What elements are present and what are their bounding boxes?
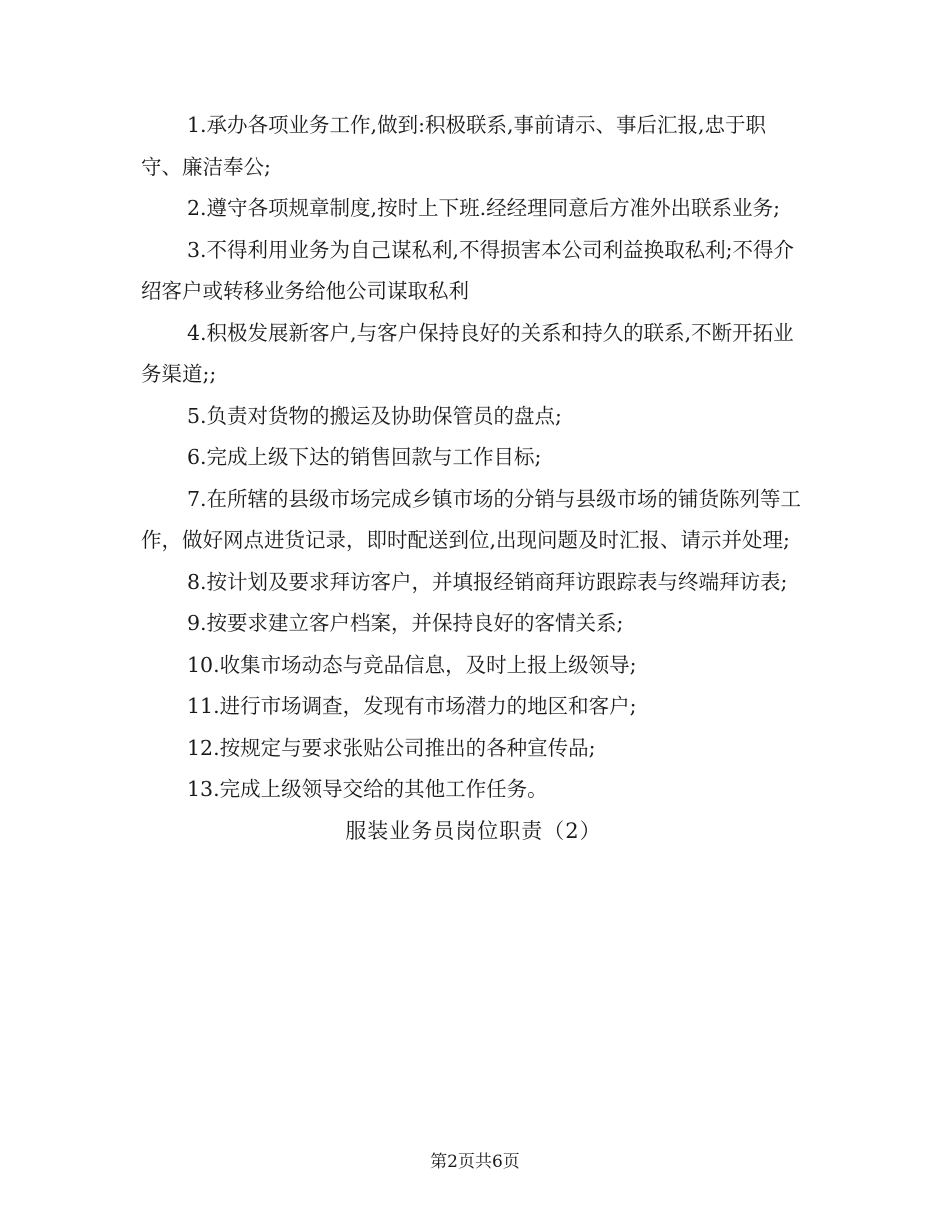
section-title: 服装业务员岗位职责（2）	[345, 818, 602, 843]
duty-item-13: 13.完成上级领导交给的其他工作任务。	[187, 777, 548, 801]
duty-item-2: 2.遵守各项规章制度,按时上下班.经经理同意后方准外出联系业务;	[187, 196, 780, 220]
duty-item-4: 4.积极发展新客户,与客户保持良好的关系和持久的联系,不断开拓业务渠道;;	[141, 320, 794, 386]
duty-item-5: 5.负责对货物的搬运及协助保管员的盘点;	[187, 403, 562, 428]
duty-item-9: 9.按要求建立客户档案，并保持良好的客情关系;	[187, 611, 624, 635]
duty-item-10: 10.收集市场动态与竞品信息，及时上报上级领导;	[187, 652, 637, 677]
duty-item-11: 11.进行市场调查，发现有市场潜力的地区和客户;	[187, 694, 637, 718]
duty-item-7: 7.在所辖的县级市场完成乡镇市场的分销与县级市场的铺货陈列等工作，做好网点进货记录，即时配送到位,出现问题及时汇报、请示并处理;	[141, 486, 802, 552]
page-footer: 第2页共6页	[430, 1152, 520, 1172]
duty-item-3: 3.不得利用业务为自己谋私利,不得损害本公司利益换取私利;不得介绍客户或转移业务给他公司谋取私利	[141, 237, 794, 303]
duty-item-12: 12.按规定与要求张贴公司推出的各种宣传品;	[187, 735, 596, 760]
duty-item-8: 8.按计划及要求拜访客户，并填报经销商拜访跟踪表与终端拜访表;	[187, 569, 788, 594]
duty-item-1: 1.承办各项业务工作,做到:积极联系,事前请示、事后汇报,忠于职守、廉洁奉公;	[141, 113, 767, 179]
document-body	[141, 105, 806, 852]
duty-item-6: 6.完成上级下达的销售回款与工作目标;	[187, 445, 542, 469]
